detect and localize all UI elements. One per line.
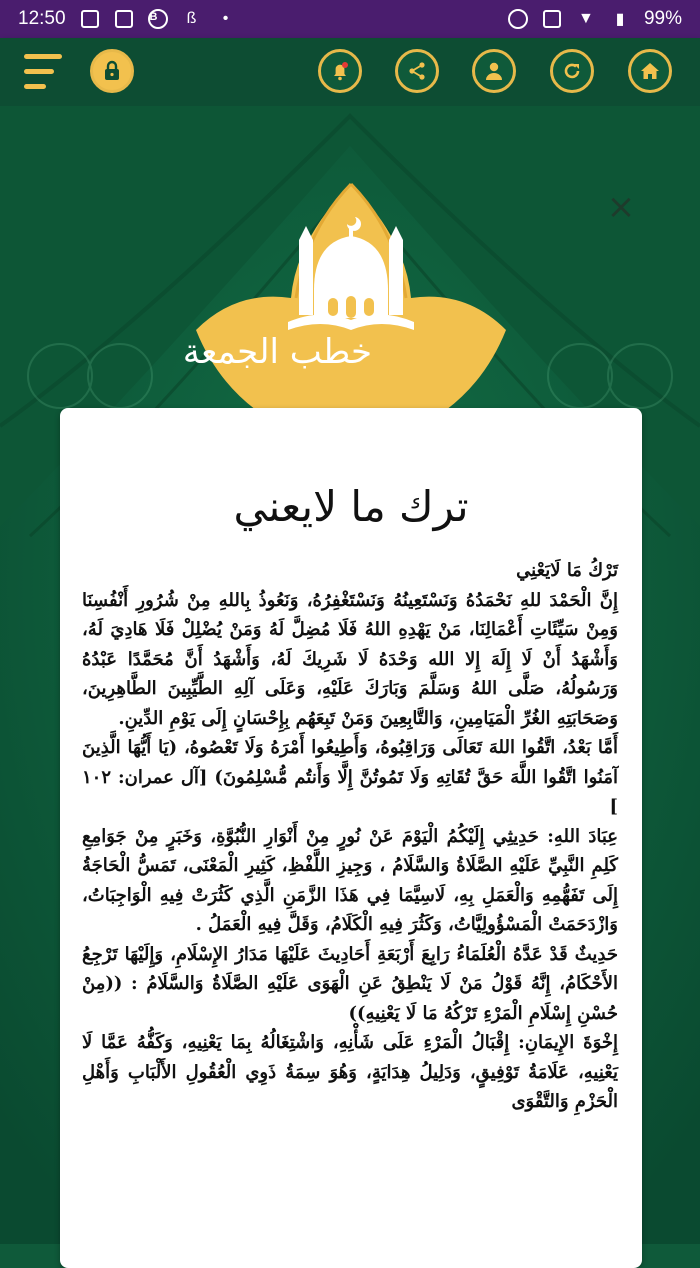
- sermon-paragraph: أَمَّا بَعْدُ، اتَّقُوا اللهَ تَعَالَى وَرَاقِبُوهُ، وَأَطِيعُوا أَمْرَهُ وَلَا تَعْصُوهُ، (يَا أَيُّهَا الَّذِينَ آمَنُوا اتَّقُوا اللَّهَ حَقَّ تُقَاتِهِ وَلَا تَمُوتُنَّ إِلَّا وَأَنتُم مُّسْلِمُونَ) [آل عمران: ١٠٢ ]: [82, 737, 618, 817]
- news-icon: [114, 9, 134, 29]
- app-bar: [0, 38, 700, 106]
- alarm-icon: [508, 9, 528, 29]
- beta-icon: ß: [186, 10, 197, 27]
- cast-icon: [542, 9, 562, 29]
- sermon-paragraph: إِنَّ الْحَمْدَ للهِ نَحْمَدُهُ وَنَسْتَعِينُهُ وَنَسْتَغْفِرُهُ، وَنَعُوذُ بِاللهِ مِنْ شُرُورِ أَنْفُسِنَا وَمِنْ سَيِّئَاتِ أَعْمَالِنَا، مَنْ يَهْدِهِ اللهُ فَلَا مُضِلَّ لَهُ وَمَنْ يُضْلِلْ فَلَا هَادِيَ لَهُ، وَأَشْهَدُ أَنْ لَا إِلَهَ إِلا الله وَحْدَهُ لَا شَرِيكَ لَهُ، وَأَشْهَدُ أَنَّ مُحَمَّدًا عَبْدُهُ وَرَسُولُهُ، صَلَّى اللهُ وَسَلَّمَ وَبَارَكَ عَلَيْهِ، وَعَلَى آلِهِ الطَّيِّبِينَ الطَّاهِرِينَ، وَصَحَابَتِهِ الغُرِّ الْمَيَامِينِ، وَالتَّابِعِينَ وَمَنْ تَبِعَهُم بِإِحْسَانٍ إِلَى يَوْمِ الدِّينِ.: [82, 589, 618, 729]
- share-icon: [405, 59, 429, 83]
- logo-text: خطب الجمعة: [182, 332, 372, 372]
- battery-icon: ▮: [615, 11, 625, 28]
- home-button[interactable]: [628, 49, 672, 93]
- home-icon: [638, 59, 662, 83]
- user-icon: [482, 59, 506, 83]
- lock-button[interactable]: [90, 49, 134, 93]
- sermon-paragraph: حَدِيثٌ قَدْ عَدَّهُ الْعُلَمَاءُ رَابِعَ أَرْبَعَةِ أَحَادِيثَ عَلَيْهَا مَدَارُ الإِسْلَامِ، وَإِلَيْهَا تَرْجِعُ الأَحْكَامُ، إِنَّهُ قَوْلُ مَنْ لَا يَنْطِقُ عَنِ الْهَوَى عَلَيْهِ الصَّلَاةُ وَالسَّلَامُ : ((مِنْ حُسْنِ إِسْلَامِ الْمَرْءِ تَرْكُهُ مَا لَا يَعْنِيهِ)): [82, 943, 618, 1024]
- menu-icon[interactable]: [24, 52, 64, 92]
- close-icon[interactable]: ×: [606, 187, 636, 227]
- refresh-button[interactable]: [550, 49, 594, 93]
- battery-level: 99%: [643, 8, 682, 29]
- sermon-title: ترك ما لايعني: [233, 482, 469, 531]
- share-button[interactable]: [395, 49, 439, 93]
- sermon-body[interactable]: [82, 556, 618, 1117]
- bell-icon: [328, 59, 352, 83]
- wifi-icon: ▼: [578, 10, 594, 27]
- notifications-button[interactable]: [318, 49, 362, 93]
- gallery-icon: [80, 9, 100, 29]
- lock-icon: [100, 59, 124, 83]
- profile-button[interactable]: [472, 49, 516, 93]
- b-app-icon: B: [148, 9, 168, 29]
- sermon-paragraph: تَرْكُ مَا لَايَعْنِي: [516, 560, 618, 581]
- sermon-card: [60, 408, 642, 1268]
- refresh-icon: [560, 59, 584, 83]
- dot-icon: •: [222, 10, 229, 27]
- sermon-paragraph: عِبَادَ اللهِ: حَدِيثِي إِلَيْكُمُ الْيَوْمَ عَنْ نُورٍ مِنْ أَنْوَارِ النُّبُوَّةِ، وَخَبَرٍ مِنْ جَوَامِعِ كَلِمِ النَّبِيِّ عَلَيْهِ الصَّلَاةُ وَالسَّلَامُ ، وَجِيزِ اللَّفْظِ، كَثِيرِ الْمَعْنَى، تَمَسُّ الْحَاجَةُ إِلَى تَفَهُّمِهِ وَالْعَمَلِ بِهِ، لَاسِيَّمَا فِي هَذَا الزَّمَنِ الَّذِي كَثُرَتْ فِيهِ الْوَاجِبَاتُ، وَازْدَحَمَتْ الْمَسْؤُولِيَّاتُ، وَكَثُرَ فِيهِ الْكَلَامُ، وَقَلَّ فِيهِ الْعَمَلُ .: [82, 825, 618, 935]
- status-time: 12:50: [18, 8, 66, 29]
- sermon-paragraph: إِخْوَةَ الإِيمَانِ: إِقْبَالُ الْمَرْءِ عَلَى شَأْنِهِ، وَاشْتِغَالُهُ بِمَا يَعْنِيهِ، وَكَفُّهُ عَمَّا لَا يَعْنِيهِ، عَلَامَةُ تَوْفِيقٍ، وَدَلِيلُ هِدَايَةٍ، وَهُوَ سِمَةُ ذَوِي الْعُقُولِ الأَلْبَابِ وَأَهْلِ الْحَزْمِ وَالتَّقْوَى: [82, 1032, 618, 1112]
- status-bar: [0, 0, 700, 38]
